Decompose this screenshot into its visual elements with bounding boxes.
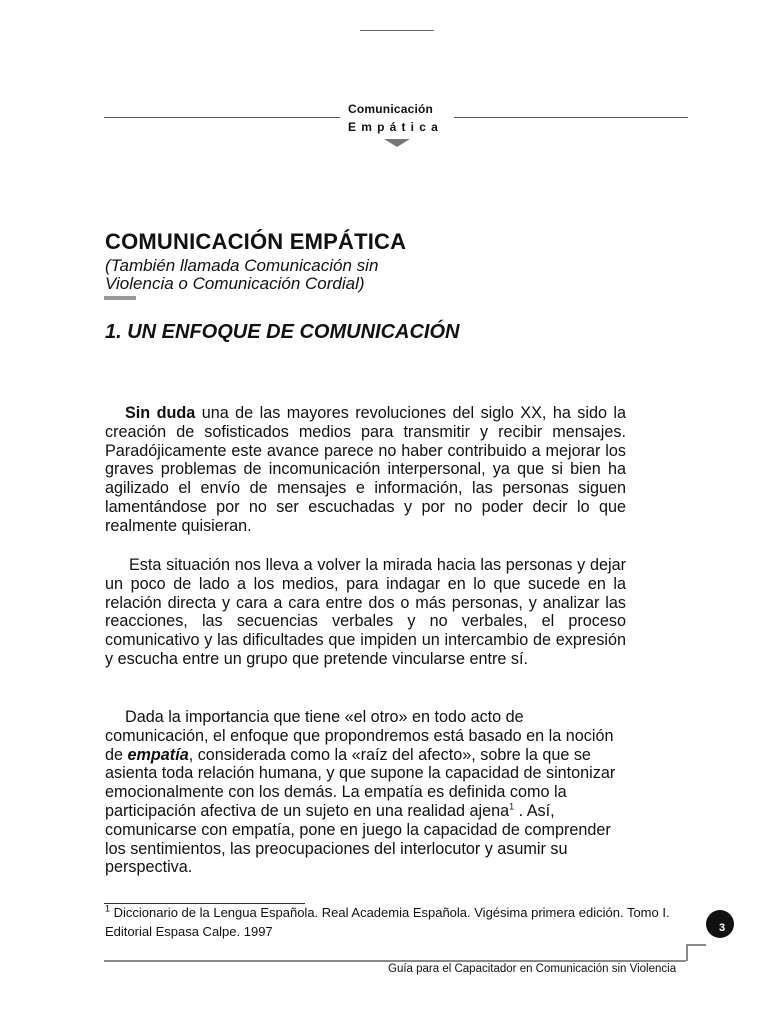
paragraph-2-text: Esta situación nos lleva a volver la mirada hacia las personas y dejar un poco de lado a los medios, para indagar en lo que sucede en la relación directa y cara a cara entre dos o más personas, y analizar las reacciones, las secuencias verbales y no verbales, el proceso comunicativo y las dificultades que impiden un intercambio de expresión y escucha entre un grupo que pretende vincularse entre sí. (105, 556, 626, 668)
paragraph-1-lead: Sin duda (125, 404, 196, 422)
section-heading: 1. UN ENFOQUE DE COMUNICACIÓN (105, 321, 460, 343)
header-rule-right (454, 117, 688, 118)
paragraph-3-text-c: . Así, comunicarse con empatía, pone en juego la capacidad de comprender los sentimientos, las preocupaciones del interlocutor y asumir su perspectiva. (105, 801, 611, 877)
paragraph-1 (105, 404, 626, 536)
footer-corner-horizontal (686, 944, 706, 946)
page-title: COMUNICACIÓN EMPÁTICA (105, 229, 407, 254)
top-crop-mark (360, 30, 434, 31)
footer-rule (104, 960, 686, 962)
paragraph-1-text: una de las mayores revoluciones del siglo XX, ha sido la creación de sofisticados medios para transmitir y recibir mensajes. Paradójicamente este avance parece no haber contribuido a mejorar los graves problemas de incomunicación interpersonal, ya que si bien ha agilizado el envío de mensajes e información, las personas siguen lamentándose por no ser escuchadas y por no poder decir lo que realmente quisieran. (105, 404, 626, 535)
header-sublabel: Empática (348, 120, 443, 134)
header-rule-left (104, 117, 340, 118)
footnote-marker: 1 (105, 903, 111, 914)
paragraph-3-text-b: , considerada como la «raíz del afecto», sobre la que se asienta toda relación humana, y que supone la capacidad de sintonizar emocionalmente con los demás. La empatía es definida como la participación afectiva de un sujeto en una realidad ajena (105, 745, 616, 820)
footnote-reference: 1 (509, 801, 515, 812)
footer-corner-vertical (686, 944, 688, 961)
footer-text: Guía para el Capacitador en Comunicación sin Violencia (388, 963, 677, 975)
header-label: Comunicación (348, 102, 434, 116)
subtitle-accent-bar (104, 296, 136, 300)
paragraph-2 (105, 556, 626, 669)
paragraph-3-text-a: Dada la importancia que tiene «el otro» en todo acto de comunicación, el enfoque que propondremos está basado en la noción de (105, 708, 614, 764)
footnote (105, 904, 705, 941)
page-subtitle: (También llamada Comunicación sin Violencia o Comunicación Cordial) (105, 256, 379, 293)
footnote-text: Diccionario de la Lengua Española. Real Academia Española. Vigésima primera edición. Tomo I. Editorial Espasa Calpe. 1997 (105, 905, 670, 939)
header-triangle-icon (384, 139, 410, 147)
paragraph-3-emphasis: empatía (127, 745, 189, 764)
page-number-badge: 3 (706, 910, 734, 938)
paragraph-3 (105, 708, 626, 877)
